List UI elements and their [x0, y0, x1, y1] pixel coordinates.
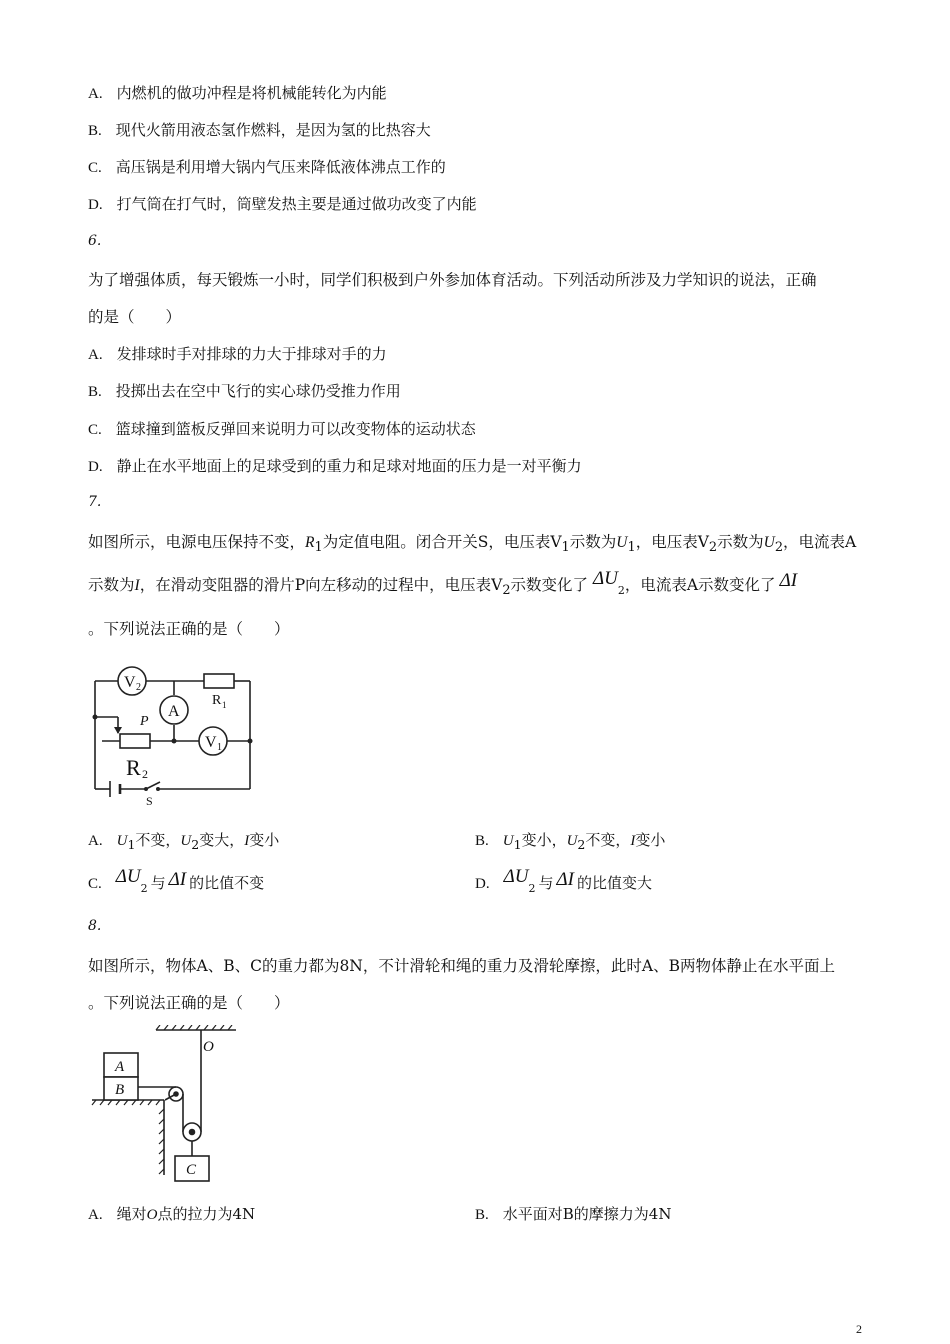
ceiling-hatch [156, 1025, 236, 1030]
q6-number: 6. [88, 233, 102, 249]
q6-option-b: B. 投掷出去在空中飞行的实心球仍受推力作用 [88, 382, 401, 400]
q6-option-d: D. 静止在水平地面上的足球受到的重力和足球对地面的压力是一对平衡力 [88, 457, 582, 475]
switch-s-icon [144, 787, 160, 808]
q5-option-d: D. 打气筒在打气时，筒壁发热主要是通过做功改变了内能 [88, 195, 477, 213]
voltmeter-v1-icon [199, 727, 227, 755]
svg-text:1: 1 [217, 742, 222, 753]
rope [138, 1030, 201, 1132]
svg-text:A: A [168, 703, 180, 720]
page-number: 2 [856, 1322, 862, 1336]
q8-stem-line2: 。下列说法正确的是（ ） [88, 994, 290, 1012]
q6-option-c: C. 篮球撞到篮板反弹回来说明力可以改变物体的运动状态 [88, 420, 476, 438]
svg-text:R: R [126, 755, 141, 780]
ammeter-a-icon [160, 696, 188, 724]
svg-text:2: 2 [136, 682, 141, 693]
q8-option-b: B. 水平面对B的摩擦力为4N [475, 1205, 672, 1223]
block-b [104, 1077, 138, 1100]
svg-text:S: S [146, 794, 153, 808]
rheostat-r2-icon [102, 734, 150, 781]
svg-text:V: V [124, 674, 136, 691]
svg-text:P: P [140, 714, 149, 729]
block-c [175, 1156, 209, 1181]
q7-option-a: A. $U_1$不变，$U_2$变大，I变小 [88, 831, 280, 852]
q7-circuit-diagram [88, 663, 263, 811]
svg-text:2: 2 [142, 767, 148, 781]
svg-text:1: 1 [222, 700, 227, 710]
q8-number: 8. [88, 918, 102, 934]
battery-icon [110, 781, 120, 797]
q5-option-b: B. 现代火箭用液态氢作燃料，是因为氢的比热容大 [88, 121, 431, 139]
q7-stem-line3: 。下列说法正确的是（ ） [88, 620, 290, 638]
svg-text:V: V [205, 734, 217, 751]
q6-option-a: A. 发排球时手对排球的力大于排球对手的力 [88, 345, 387, 363]
q7-number: 7. [88, 494, 102, 510]
voltmeter-v2-icon [118, 667, 146, 695]
q6-stem-line1: 为了增强体质，每天锻炼一小时，同学们积极到户外参加体育活动。下列活动所涉及力学知识的说法，正确 [88, 271, 817, 289]
q8-option-a: A. 绳对O点的拉力为4N [88, 1205, 256, 1223]
q7-option-d: D. $\Delta U_2$ 与 ΔI 的比值变大 [475, 866, 652, 895]
block-a [104, 1053, 138, 1077]
q7-option-c: C. $\Delta U_2$ 与 ΔI 的比值不变 [88, 866, 265, 895]
q7-stem-line1: 如图所示，电源电压保持不变，$R_1$为定值电阻。闭合开关S，电压表$V_1$示数为$U_1$，电压表$V_2$示数为$U_2$，电流表A [88, 533, 857, 556]
q7-option-b: B. $U_1$变小，$U_2$不变，I变小 [475, 831, 666, 852]
resistor-r1-icon [204, 674, 234, 710]
movable-pulley-icon [183, 1123, 201, 1156]
svg-text:R: R [212, 693, 222, 708]
q8-stem-line1: 如图所示，物体A、B、C的重力都为8N，不计滑轮和绳的重力及滑轮摩擦，此时A、B两物体静止在水平面上 [88, 957, 835, 975]
svg-text:C: C [186, 1162, 197, 1178]
svg-text:A: A [115, 1059, 125, 1075]
slider-p-icon [114, 714, 149, 734]
svg-text:B: B [115, 1082, 125, 1098]
q7-stem-line2: 示数为I，在滑动变阻器的滑片P向左移动的过程中，电压表$V_2$示数变化了 $\Delta U_2$，电流表A示数变化了 ΔI [88, 568, 798, 599]
point-o-label: O [203, 1039, 214, 1055]
q5-option-a: A. 内燃机的做功冲程是将机械能转化为内能 [88, 84, 387, 102]
q5-option-c: C. 高压锅是利用增大锅内气压来降低液体沸点工作的 [88, 158, 446, 176]
q8-pulley-diagram [88, 1025, 240, 1187]
q6-stem-line2: 的是（ ） [88, 308, 182, 326]
fixed-pulley-icon [165, 1087, 183, 1101]
table-hatch [92, 1100, 164, 1175]
